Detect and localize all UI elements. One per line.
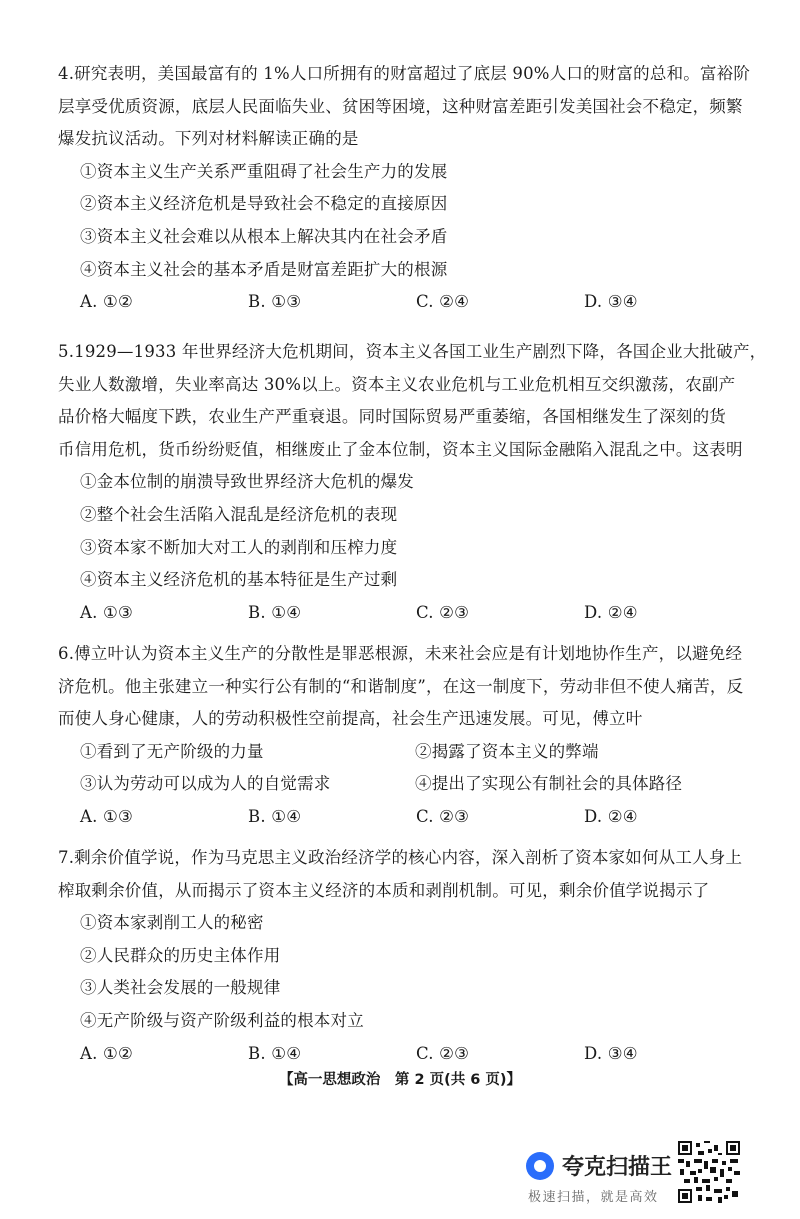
- option-d: D. ②④: [584, 806, 638, 826]
- option-d: D. ③④: [584, 1043, 638, 1063]
- question-stem-line: 失业人数激增，失业率高达 30%以上。资本主义农业危机与工业危机相互交织激荡，农副产: [58, 374, 736, 394]
- question-stem-line: 币信用危机，货币纷纷贬值，相继废止了金本位制，资本主义国际金融陷入混乱之中。这表明: [58, 439, 743, 459]
- option-c: C. ②③: [416, 1043, 470, 1063]
- quark-logo-icon: [526, 1152, 554, 1180]
- question-5: [58, 336, 767, 629]
- answer-options: [58, 597, 758, 630]
- scanner-watermark: [526, 1150, 672, 1181]
- statement-item: ④资本主义社会的基本矛盾是财富差距扩大的根源: [80, 259, 448, 279]
- option-d: D. ②④: [584, 602, 638, 622]
- statement-item: ①金本位制的崩溃导致世界经济大危机的爆发: [80, 472, 414, 492]
- option-b: B. ①④: [248, 602, 302, 622]
- statement-item: ①看到了无产阶级的力量: [80, 741, 264, 761]
- option-a: A. ①②: [80, 292, 133, 312]
- option-b: B. ①④: [248, 806, 302, 826]
- statement-item: ③资本家不断加大对工人的剥削和压榨力度: [80, 537, 398, 557]
- option-d: D. ③④: [584, 292, 638, 312]
- statement-item: ②整个社会生活陷入混乱是经济危机的表现: [80, 504, 398, 524]
- option-c: C. ②④: [416, 292, 470, 312]
- brand-name: 夸克扫描王: [562, 1155, 673, 1180]
- option-b: B. ①③: [248, 292, 302, 312]
- question-stem-line: 而使人身心健康，人的劳动积极性空前提高，社会生产迅速发展。可见，傅立叶: [58, 709, 643, 729]
- statement-item: ②人民群众的历史主体作用: [80, 945, 281, 965]
- option-a: A. ①③: [80, 602, 133, 622]
- question-stem-line: 济危机。他主张建立一种实行公有制的“和谐制度”，在这一制度下，劳动非但不使人痛苦，反: [58, 676, 744, 696]
- statement-item: ③认为劳动可以成为人的自觉需求: [80, 774, 331, 794]
- statement-item: ④资本主义经济危机的基本特征是生产过剩: [80, 570, 398, 590]
- statement-item-pair: [58, 736, 758, 769]
- option-c: C. ②③: [416, 806, 470, 826]
- answer-options: [58, 286, 758, 319]
- option-a: A. ①③: [80, 806, 133, 826]
- statement-item-pair: [58, 768, 758, 801]
- question-stem-line: 7.剩余价值学说，作为马克思主义政治经济学的核心内容，深入剖析了资本家如何从工人身上: [58, 848, 743, 867]
- answer-options: [58, 1038, 758, 1071]
- question-stem-line: 层享受优质资源，底层人民面临失业、贫困等困境，这种财富差距引发美国社会不稳定，频繁: [58, 96, 743, 116]
- option-c: C. ②③: [416, 602, 470, 622]
- qr-code-icon: [678, 1141, 740, 1203]
- statement-item: ④无产阶级与资产阶级利益的根本对立: [80, 1010, 364, 1030]
- statement-item: ①资本家剥削工人的秘密: [80, 913, 264, 933]
- question-7: [58, 842, 758, 1070]
- statement-item: ①资本主义生产关系严重阻碍了社会生产力的发展: [80, 161, 448, 181]
- question-stem-line: 榨取剩余价值，从而揭示了资本主义经济的本质和剥削机制。可见，剩余价值学说揭示了: [58, 880, 710, 900]
- answer-options: [58, 801, 758, 834]
- statement-item: ②揭露了资本主义的弊端: [415, 741, 599, 761]
- question-4: [58, 58, 758, 319]
- question-stem-line: 品价格大幅度下跌，农业生产严重衰退。同时国际贸易严重萎缩，各国相继发生了深刻的货: [58, 407, 726, 427]
- question-stem-line: 6.傅立叶认为资本主义生产的分散性是罪恶根源，未来社会应是有计划地协作生产，以避免经: [58, 644, 743, 663]
- question-stem-line: 5.1929—1933 年世界经济大危机期间，资本主义各国工业生产剧烈下降，各国企业大批破产，: [58, 342, 767, 361]
- question-stem-line: 4.研究表明，美国最富有的 1%人口所拥有的财富超过了底层 90%人口的财富的总和。富裕阶: [58, 64, 751, 83]
- statement-item: ④提出了实现公有制社会的具体路径: [415, 774, 683, 794]
- page-footer: 【高一思想政治 第 2 页(共 6 页)】: [278, 1072, 522, 1088]
- statement-item: ②资本主义经济危机是导致社会不稳定的直接原因: [80, 194, 448, 214]
- statement-item: ③人类社会发展的一般规律: [80, 978, 281, 998]
- option-a: A. ①②: [80, 1043, 133, 1063]
- brand-slogan: 极速扫描，就是高效: [528, 1190, 659, 1205]
- option-b: B. ①④: [248, 1043, 302, 1063]
- question-6: [58, 638, 758, 834]
- statement-item: ③资本主义社会难以从根本上解决其内在社会矛盾: [80, 226, 448, 246]
- question-stem-line: 爆发抗议活动。下列对材料解读正确的是: [58, 129, 359, 149]
